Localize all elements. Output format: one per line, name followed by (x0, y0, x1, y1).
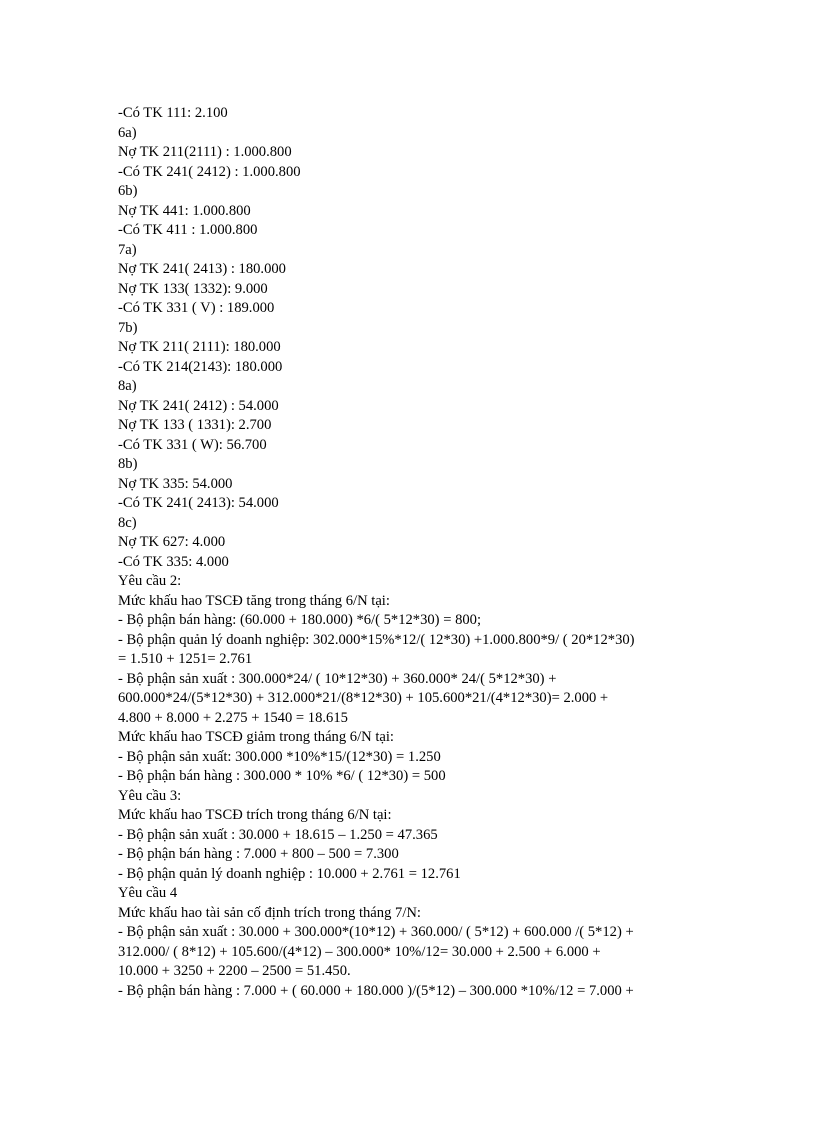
text-line: Mức khấu hao TSCĐ giảm trong tháng 6/N tại: (118, 729, 394, 745)
text-line: -Có TK 241( 2413): 54.000 (118, 495, 279, 511)
text-line: 4.800 + 8.000 + 2.275 + 1540 = 18.615 (118, 709, 348, 726)
heading: Yêu cầu 3: (118, 787, 182, 804)
text-line: Mức khấu hao tài sản cố định trích trong tháng 7/N: (118, 904, 421, 921)
text-line: 600.000*24/(5*12*30) + 312.000*21/(8*12*30) + 105.600*21/(4*12*30)= 2.000 + (118, 690, 609, 706)
text-line: - Bộ phận sản xuất : 30.000 + 300.000*(10*12) + 360.000/ ( 5*12) + 600.000 /( 5*12) + (118, 924, 634, 940)
text-line: Nợ TK 441: 1.000.800 (118, 202, 251, 219)
text-line: - Bộ phận quản lý doanh nghiệp : 10.000 + 2.761 = 12.761 (118, 865, 461, 882)
text-line: Mức khấu hao TSCĐ trích trong tháng 6/N tại: (118, 807, 392, 823)
section-label: 8a) (118, 378, 137, 394)
section-label: 7b) (118, 319, 138, 336)
text-line: -Có TK 331 ( V) : 189.000 (118, 300, 275, 316)
text-line: - Bộ phận bán hàng : 7.000 + 800 – 500 = 7.300 (118, 846, 399, 862)
section-label: 6b) (118, 183, 138, 199)
text-line: Nợ TK 211( 2111): 180.000 (118, 339, 281, 355)
text-line: Nợ TK 211(2111) : 1.000.800 (118, 144, 292, 160)
text-line: Nợ TK 133 ( 1331): 2.700 (118, 417, 272, 433)
heading: Yêu cầu 4 (118, 885, 178, 901)
heading: Yêu cầu 2: (118, 573, 182, 589)
section-label: 8c) (118, 514, 137, 531)
text-line: Nợ TK 133( 1332): 9.000 (118, 280, 268, 297)
text-line: Nợ TK 335: 54.000 (118, 475, 233, 492)
text-line: -Có TK 214(2143): 180.000 (118, 358, 283, 375)
text-line: Mức khấu hao TSCĐ tăng trong tháng 6/N tại: (118, 592, 390, 609)
text-line: Nợ TK 241( 2413) : 180.000 (118, 261, 286, 277)
text-line: - Bộ phận sản xuất : 30.000 + 18.615 – 1.250 = 47.365 (118, 826, 438, 843)
section-label: 7a) (118, 241, 137, 258)
text-line: -Có TK 241( 2412) : 1.000.800 (118, 163, 301, 180)
text-line: - Bộ phận bán hàng : 300.000 * 10% *6/ ( 12*30) = 500 (118, 768, 446, 784)
text-line: = 1.510 + 1251= 2.761 (118, 651, 253, 667)
text-line: -Có TK 335: 4.000 (118, 553, 229, 570)
text-line: - Bộ phận quản lý doanh nghiệp: 302.000*15%*12/( 12*30) +1.000.800*9/ ( 20*12*30) (118, 631, 635, 648)
document-body (118, 104, 718, 1001)
section-label: 6a) (118, 124, 137, 141)
section-label: 8b) (118, 456, 138, 472)
text-line: Nợ TK 241( 2412) : 54.000 (118, 397, 279, 414)
text-line: - Bộ phận bán hàng : 7.000 + ( 60.000 + 180.000 )/(5*12) – 300.000 *10%/12 = 7.000 + (118, 982, 634, 999)
text-line: - Bộ phận bán hàng: (60.000 + 180.000) *6/( 5*12*30) = 800; (118, 612, 482, 628)
text-line: -Có TK 331 ( W): 56.700 (118, 436, 267, 453)
text-line: -Có TK 111: 2.100 (118, 105, 228, 121)
text-line: Nợ TK 627: 4.000 (118, 534, 226, 550)
text-line: - Bộ phận sản xuất : 300.000*24/ ( 10*12*30) + 360.000* 24/( 5*12*30) + (118, 670, 557, 687)
text-line: 10.000 + 3250 + 2200 – 2500 = 51.450. (118, 963, 351, 979)
text-line: 312.000/ ( 8*12) + 105.600/(4*12) – 300.000* 10%/12= 30.000 + 2.500 + 6.000 + (118, 943, 601, 960)
text-line: -Có TK 411 : 1.000.800 (118, 222, 258, 238)
text-line: - Bộ phận sản xuất: 300.000 *10%*15/(12*30) = 1.250 (118, 748, 441, 765)
